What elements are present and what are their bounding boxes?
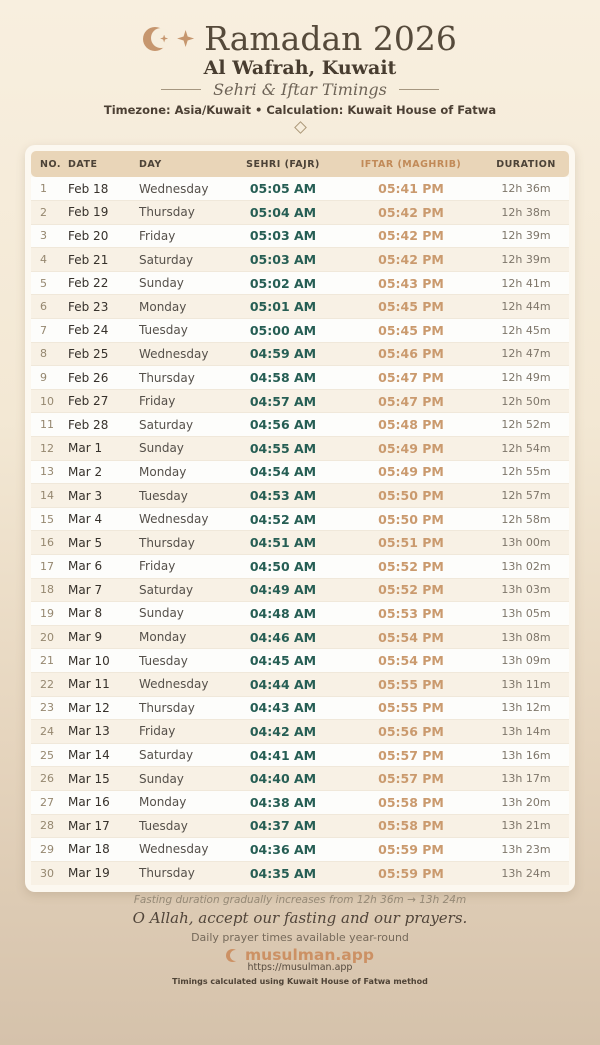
cell-date: Mar 12 — [68, 700, 110, 715]
cell-no: 4 — [40, 253, 47, 267]
brand-url[interactable]: https://musulman.app — [247, 962, 353, 973]
cell-no: 7 — [40, 323, 47, 337]
cell-day: Friday — [139, 394, 176, 409]
cell-dur: 13h 00m — [501, 536, 551, 550]
cell-day: Friday — [139, 724, 176, 739]
cell-iftar: 05:42 PM — [378, 252, 444, 268]
cell-dur: 12h 54m — [501, 441, 551, 455]
cell-dur: 13h 05m — [501, 606, 551, 620]
cell-dur: 12h 52m — [501, 418, 551, 432]
cell-no: 10 — [40, 394, 54, 408]
cell-no: 9 — [40, 371, 47, 385]
cell-sehri: 05:02 AM — [249, 275, 317, 291]
brand-crescent-icon — [226, 949, 239, 962]
cell-sehri: 05:04 AM — [249, 204, 317, 220]
cell-day: Thursday — [139, 866, 195, 881]
cell-date: Mar 14 — [68, 748, 110, 763]
cell-day: Sunday — [139, 606, 184, 621]
table-row — [31, 814, 569, 838]
cell-no: 21 — [40, 654, 54, 668]
cell-date: Mar 10 — [68, 653, 110, 668]
cell-dur: 12h 57m — [501, 489, 551, 503]
cell-iftar: 05:50 PM — [378, 511, 444, 527]
cell-dur: 13h 12m — [501, 701, 551, 715]
cell-no: 22 — [40, 677, 54, 691]
cell-date: Mar 19 — [68, 866, 110, 881]
cell-no: 24 — [40, 724, 54, 738]
cell-day: Tuesday — [139, 818, 188, 833]
cell-no: 29 — [40, 842, 54, 856]
cell-iftar: 05:46 PM — [378, 346, 444, 362]
dua-text: O Allah, accept our fasting and our prayers. — [132, 909, 468, 927]
subtitle-row — [0, 80, 600, 99]
cell-sehri: 04:41 AM — [249, 747, 317, 763]
cell-no: 25 — [40, 748, 54, 762]
table-row — [31, 342, 569, 366]
cell-iftar: 05:51 PM — [378, 535, 444, 551]
cell-no: 13 — [40, 465, 54, 479]
table-row — [31, 720, 569, 744]
location-title: Al Wafrah, Kuwait — [203, 57, 397, 79]
cell-date: Feb 23 — [68, 299, 109, 314]
cell-date: Feb 26 — [68, 370, 109, 385]
cell-no: 6 — [40, 300, 47, 314]
cell-date: Feb 18 — [68, 181, 109, 196]
table-row — [31, 319, 569, 343]
cell-dur: 12h 47m — [501, 347, 551, 361]
cell-iftar: 05:41 PM — [378, 181, 444, 197]
cell-dur: 12h 39m — [501, 229, 551, 243]
cell-date: Mar 5 — [68, 535, 103, 550]
cell-dur: 13h 14m — [501, 724, 551, 738]
cell-day: Sunday — [139, 771, 184, 786]
cell-sehri: 04:38 AM — [249, 794, 317, 810]
sparkle-icon — [177, 30, 194, 47]
column-header-date: DATE — [68, 158, 98, 170]
table-row — [31, 201, 569, 225]
cell-dur: 12h 45m — [501, 323, 551, 337]
cell-dur: 13h 11m — [501, 677, 551, 691]
cell-date: Feb 24 — [68, 323, 109, 338]
table-row — [31, 389, 569, 413]
table-row — [31, 437, 569, 461]
cell-sehri: 04:44 AM — [249, 676, 317, 692]
cell-iftar: 05:42 PM — [378, 204, 444, 220]
cell-sehri: 04:53 AM — [249, 488, 317, 504]
cell-sehri: 05:05 AM — [249, 181, 317, 197]
table-row — [31, 295, 569, 319]
cell-date: Mar 6 — [68, 559, 103, 574]
cell-iftar: 05:49 PM — [378, 464, 444, 480]
cell-iftar: 05:59 PM — [378, 865, 444, 881]
cell-date: Feb 20 — [68, 228, 109, 243]
cell-no: 12 — [40, 441, 54, 455]
cell-dur: 12h 36m — [501, 182, 551, 196]
cell-date: Mar 17 — [68, 818, 110, 833]
cell-no: 2 — [40, 205, 47, 219]
cell-day: Thursday — [139, 535, 195, 550]
cell-sehri: 05:03 AM — [249, 228, 317, 244]
cell-dur: 13h 02m — [501, 559, 551, 573]
cell-day: Saturday — [139, 582, 194, 597]
page-header — [0, 19, 600, 58]
cell-day: Tuesday — [139, 488, 188, 503]
cell-no: 30 — [40, 866, 54, 880]
cell-date: Feb 19 — [68, 205, 109, 220]
cell-date: Mar 1 — [68, 441, 103, 456]
page-title: Ramadan 2026 — [204, 19, 457, 58]
cell-day: Tuesday — [139, 653, 188, 668]
cell-day: Sunday — [139, 276, 184, 291]
timings-table-body — [31, 177, 569, 885]
cell-no: 1 — [40, 182, 47, 196]
cell-no: 27 — [40, 795, 54, 809]
cell-sehri: 04:57 AM — [249, 393, 317, 409]
table-row — [31, 838, 569, 862]
cell-dur: 12h 39m — [501, 253, 551, 267]
cell-sehri: 04:46 AM — [249, 629, 317, 645]
table-row — [31, 790, 569, 814]
cell-day: Saturday — [139, 252, 194, 267]
calculation-method-note: Timings calculated using Kuwait House of Fatwa method — [172, 977, 428, 986]
cell-no: 19 — [40, 606, 54, 620]
cell-iftar: 05:42 PM — [378, 228, 444, 244]
cell-iftar: 05:55 PM — [378, 700, 444, 716]
column-header-no: NO. — [40, 158, 61, 170]
cell-date: Mar 18 — [68, 842, 110, 857]
cell-dur: 13h 16m — [501, 748, 551, 762]
cell-no: 18 — [40, 583, 54, 597]
diamond-ornament — [294, 121, 307, 134]
cell-sehri: 04:40 AM — [249, 771, 317, 787]
timings-table — [31, 151, 569, 885]
cell-day: Thursday — [139, 205, 195, 220]
table-header — [31, 151, 569, 177]
table-row — [31, 672, 569, 696]
cell-dur: 12h 38m — [501, 205, 551, 219]
cell-dur: 12h 41m — [501, 276, 551, 290]
cell-sehri: 04:49 AM — [249, 582, 317, 598]
cell-no: 16 — [40, 536, 54, 550]
cell-day: Monday — [139, 464, 187, 479]
table-row — [31, 649, 569, 673]
cell-day: Thursday — [139, 370, 195, 385]
cell-iftar: 05:57 PM — [378, 771, 444, 787]
cell-iftar: 05:43 PM — [378, 275, 444, 291]
cell-no: 17 — [40, 559, 54, 573]
cell-day: Monday — [139, 299, 187, 314]
cell-no: 23 — [40, 701, 54, 715]
cell-date: Feb 21 — [68, 252, 109, 267]
cell-sehri: 04:55 AM — [249, 440, 317, 456]
cell-no: 8 — [40, 347, 47, 361]
cell-dur: 12h 50m — [501, 394, 551, 408]
cell-day: Saturday — [139, 748, 194, 763]
table-row — [31, 271, 569, 295]
cell-sehri: 05:00 AM — [249, 322, 317, 338]
cell-sehri: 04:58 AM — [249, 370, 317, 386]
cell-iftar: 05:57 PM — [378, 747, 444, 763]
cell-day: Wednesday — [139, 346, 209, 361]
cell-day: Monday — [139, 630, 187, 645]
cell-dur: 12h 44m — [501, 300, 551, 314]
cell-sehri: 04:59 AM — [249, 346, 317, 362]
cell-day: Monday — [139, 795, 187, 810]
table-row — [31, 555, 569, 579]
cell-iftar: 05:56 PM — [378, 723, 444, 739]
cell-date: Mar 16 — [68, 795, 110, 810]
table-row — [31, 413, 569, 437]
cell-sehri: 04:51 AM — [249, 535, 317, 551]
cell-day: Tuesday — [139, 323, 188, 338]
cell-sehri: 04:45 AM — [249, 653, 317, 669]
table-row — [31, 767, 569, 791]
cell-iftar: 05:59 PM — [378, 841, 444, 857]
table-row — [31, 224, 569, 248]
cell-sehri: 05:01 AM — [249, 299, 317, 315]
cell-dur: 13h 21m — [501, 819, 551, 833]
table-row — [31, 460, 569, 484]
timings-card — [25, 145, 575, 892]
cell-day: Wednesday — [139, 181, 209, 196]
cell-iftar: 05:47 PM — [378, 393, 444, 409]
cell-dur: 13h 17m — [501, 772, 551, 786]
cell-iftar: 05:55 PM — [378, 676, 444, 692]
cell-sehri: 04:42 AM — [249, 723, 317, 739]
cell-dur: 13h 08m — [501, 630, 551, 644]
cell-sehri: 04:37 AM — [249, 818, 317, 834]
cell-no: 28 — [40, 819, 54, 833]
cell-sehri: 04:43 AM — [249, 700, 317, 716]
cell-sehri: 05:03 AM — [249, 252, 317, 268]
table-row — [31, 177, 569, 201]
column-header-sehri: SEHRI (FAJR) — [246, 158, 320, 170]
cell-date: Mar 3 — [68, 488, 103, 503]
divider-line-right — [399, 89, 439, 90]
cell-no: 3 — [40, 229, 47, 243]
table-row — [31, 248, 569, 272]
cell-day: Friday — [139, 559, 176, 574]
cell-dur: 13h 03m — [501, 583, 551, 597]
availability-text: Daily prayer times available year-round — [191, 931, 409, 944]
cell-no: 11 — [40, 418, 54, 432]
cell-day: Wednesday — [139, 512, 209, 527]
cell-dur: 12h 58m — [501, 512, 551, 526]
table-row — [31, 696, 569, 720]
column-header-duration: DURATION — [496, 158, 556, 170]
cell-sehri: 04:52 AM — [249, 511, 317, 527]
cell-dur: 12h 55m — [501, 465, 551, 479]
cell-date: Mar 15 — [68, 771, 110, 786]
cell-iftar: 05:53 PM — [378, 605, 444, 621]
cell-iftar: 05:45 PM — [378, 299, 444, 315]
cell-sehri: 04:35 AM — [249, 865, 317, 881]
cell-no: 14 — [40, 489, 54, 503]
cell-date: Mar 9 — [68, 630, 103, 645]
cell-day: Thursday — [139, 700, 195, 715]
cell-day: Wednesday — [139, 677, 209, 692]
cell-date: Feb 22 — [68, 276, 109, 291]
table-row — [31, 743, 569, 767]
cell-dur: 13h 09m — [501, 654, 551, 668]
cell-no: 20 — [40, 630, 54, 644]
subtitle: Sehri & Iftar Timings — [213, 80, 387, 99]
cell-date: Mar 8 — [68, 606, 103, 621]
cell-date: Feb 25 — [68, 346, 109, 361]
cell-date: Feb 28 — [68, 417, 109, 432]
column-header-day: DAY — [139, 158, 162, 170]
brand-name: musulman.app — [245, 946, 374, 964]
cell-iftar: 05:50 PM — [378, 488, 444, 504]
cell-iftar: 05:58 PM — [378, 818, 444, 834]
cell-sehri: 04:48 AM — [249, 605, 317, 621]
cell-date: Mar 4 — [68, 512, 103, 527]
cell-iftar: 05:54 PM — [378, 629, 444, 645]
cell-dur: 13h 24m — [501, 866, 551, 880]
cell-iftar: 05:49 PM — [378, 440, 444, 456]
table-row — [31, 578, 569, 602]
cell-iftar: 05:47 PM — [378, 370, 444, 386]
cell-date: Mar 7 — [68, 582, 103, 597]
cell-day: Friday — [139, 228, 176, 243]
table-row — [31, 484, 569, 508]
cell-dur: 13h 20m — [501, 795, 551, 809]
crescent-moon-icon — [143, 27, 167, 51]
cell-iftar: 05:48 PM — [378, 417, 444, 433]
cell-dur: 12h 49m — [501, 371, 551, 385]
cell-no: 26 — [40, 772, 54, 786]
cell-dur: 13h 23m — [501, 842, 551, 856]
table-row — [31, 507, 569, 531]
cell-iftar: 05:54 PM — [378, 653, 444, 669]
cell-date: Mar 13 — [68, 724, 110, 739]
divider-line-left — [161, 89, 201, 90]
cell-day: Wednesday — [139, 842, 209, 857]
table-row — [31, 602, 569, 626]
cell-no: 15 — [40, 512, 54, 526]
table-row — [31, 531, 569, 555]
cell-date: Feb 27 — [68, 394, 109, 409]
table-row — [31, 625, 569, 649]
cell-date: Mar 11 — [68, 677, 110, 692]
table-row — [31, 861, 569, 885]
cell-iftar: 05:52 PM — [378, 558, 444, 574]
cell-iftar: 05:52 PM — [378, 582, 444, 598]
cell-no: 5 — [40, 276, 47, 290]
cell-sehri: 04:54 AM — [249, 464, 317, 480]
cell-iftar: 05:58 PM — [378, 794, 444, 810]
cell-date: Mar 2 — [68, 464, 103, 479]
cell-day: Sunday — [139, 441, 184, 456]
table-row — [31, 366, 569, 390]
cell-sehri: 04:36 AM — [249, 841, 317, 857]
cell-sehri: 04:56 AM — [249, 417, 317, 433]
cell-sehri: 04:50 AM — [249, 558, 317, 574]
cell-iftar: 05:45 PM — [378, 322, 444, 338]
column-header-iftar: IFTAR (MAGHRIB) — [360, 158, 462, 170]
duration-note: Fasting duration gradually increases from 12h 36m → 13h 24m — [133, 894, 467, 906]
cell-day: Saturday — [139, 417, 194, 432]
timezone-calculation-meta: Timezone: Asia/Kuwait • Calculation: Kuwait House of Fatwa — [103, 103, 497, 117]
